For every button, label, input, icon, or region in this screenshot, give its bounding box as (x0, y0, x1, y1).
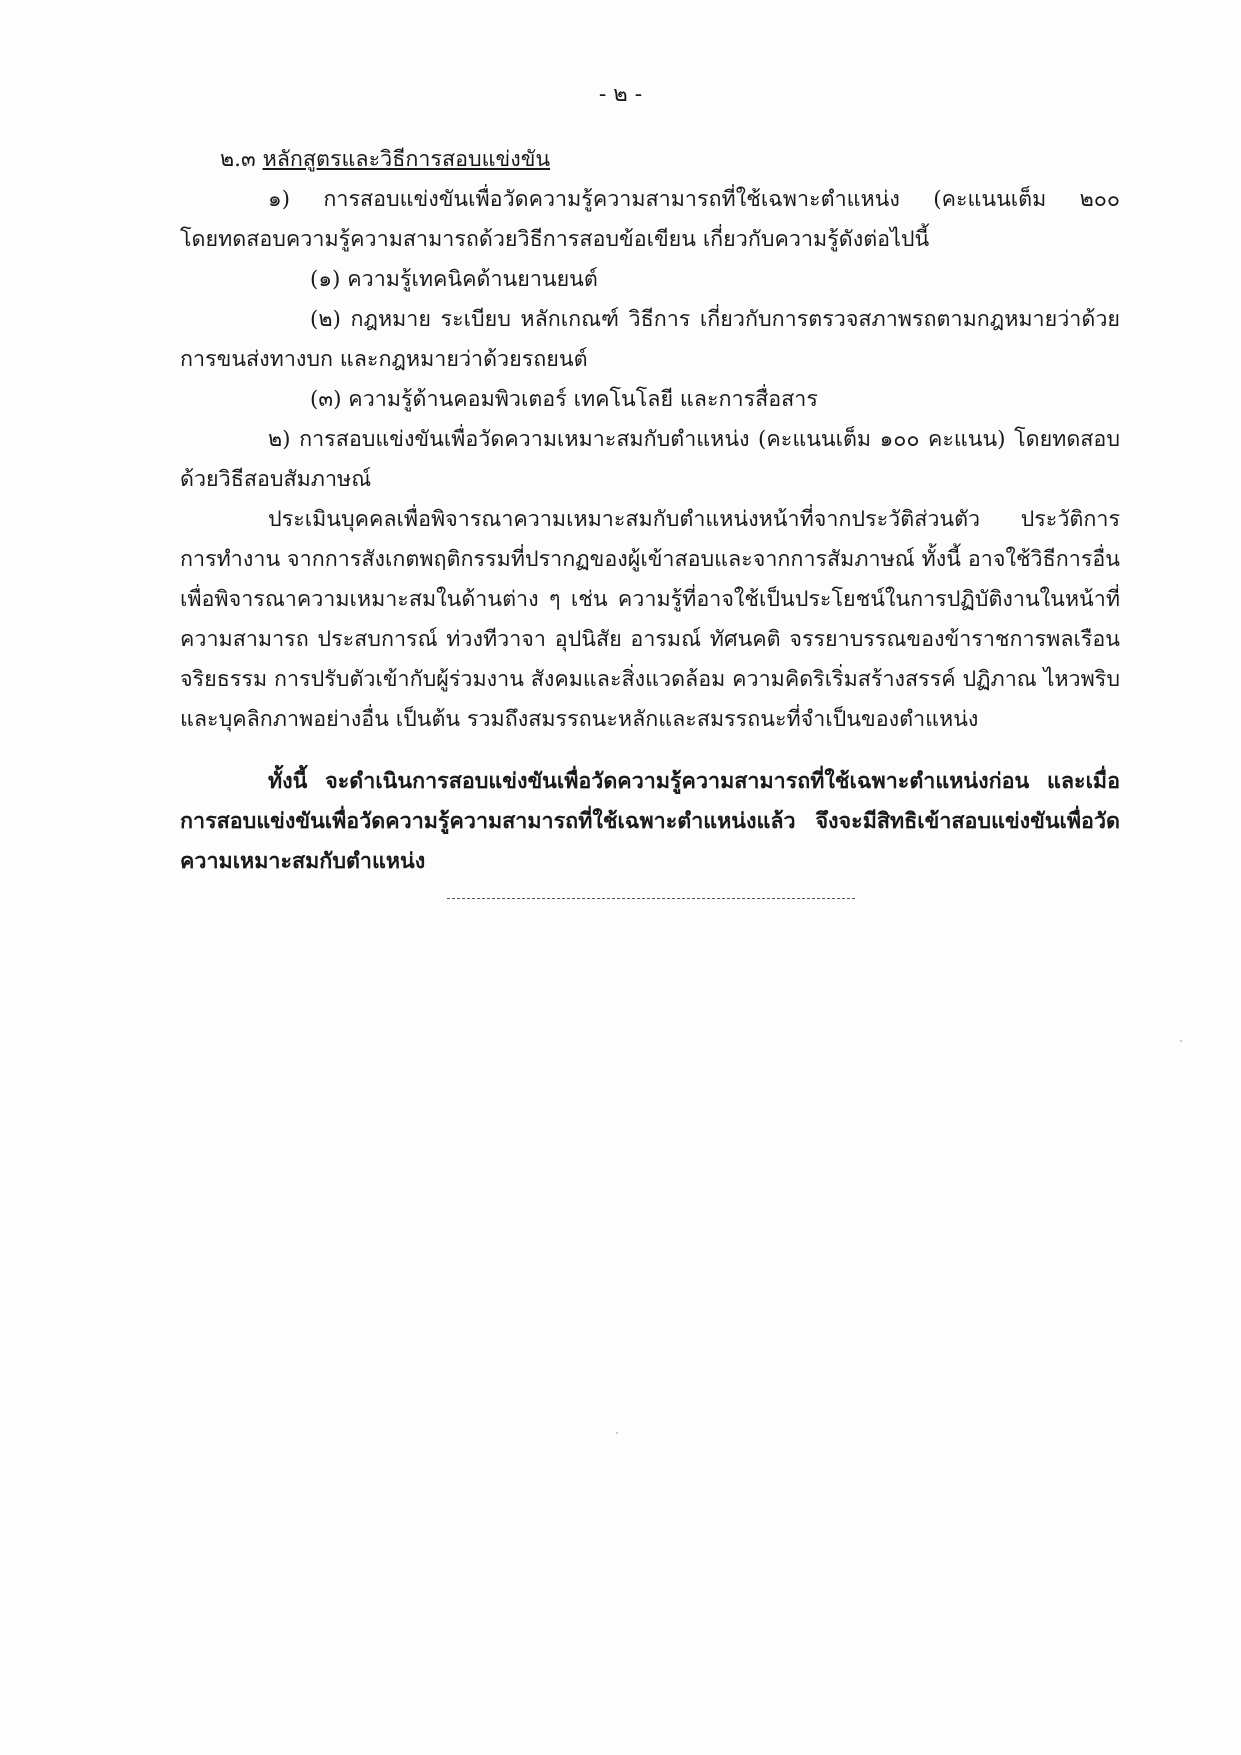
item2-line1: ๒) การสอบแข่งขันเพื่อวัดความเหมาะสมกับตำแหน่ง (คะแนนเต็ม ๑๐๐ คะแนน) โดยทดสอบ (268, 427, 1120, 452)
item1-sub2-line2: การขนส่งทางบก และกฎหมายว่าด้วยรถยนต์ (180, 347, 588, 372)
paragraph-spacer (180, 740, 1120, 762)
scan-speck (616, 1432, 618, 1434)
section-heading (180, 140, 1120, 180)
section-number: ๒.๓ (220, 147, 256, 172)
item1-line1: ๑) การสอบแข่งขันเพื่อวัดความรู้ความสามารถที่ใช้เฉพาะตำแหน่ง (คะแนนเต็ม ๒๐๐ (268, 187, 1120, 212)
assessment-line1: ประเมินบุคคลเพื่อพิจารณาความเหมาะสมกับตำแหน่งหน้าที่จากประวัติส่วนตัว ประวัติการ (268, 507, 1120, 532)
item1-sub1: (๑) ความรู้เทคนิคด้านยานยนต์ (310, 267, 598, 292)
scan-speck (1180, 1040, 1182, 1042)
item1-sub3: (๓) ความรู้ด้านคอมพิวเตอร์ เทคโนโลยี และการสื่อสาร (310, 387, 818, 412)
note-paragraph (180, 762, 1120, 882)
item2-line2: ด้วยวิธีสอบสัมภาษณ์ (180, 467, 372, 492)
assessment-line4: ความสามารถ ประสบการณ์ ท่วงทีวาจา อุปนิสัย อารมณ์ ทัศนคติ จรรยาบรรณของข้าราชการพลเรือน (180, 627, 1120, 652)
item1-sub2-line1: (๒) กฎหมาย ระเบียบ หลักเกณฑ์ วิธีการ เกี่ยวกับการตรวจสภาพรถตามกฎหมายว่าด้วย (310, 307, 1120, 332)
assessment-line2: การทำงาน จากการสังเกตพฤติกรรมที่ปรากฏของผู้เข้าสอบและจากการสัมภาษณ์ ทั้งนี้ อาจใช้วิธีการอื่น (180, 547, 1120, 572)
end-separator (447, 898, 855, 899)
note-line2: การสอบแข่งขันเพื่อวัดความรู้ความสามารถที่ใช้เฉพาะตำแหน่งแล้ว จึงจะมีสิทธิเข้าสอบแข่งขันเพื่อวัด (180, 809, 1120, 834)
note-line3: ความเหมาะสมกับตำแหน่ง (180, 849, 426, 874)
section-title: หลักสูตรและวิธีการสอบแข่งขัน (262, 147, 551, 172)
assessment-line3: เพื่อพิจารณาความเหมาะสมในด้านต่าง ๆ เช่น ความรู้ที่อาจใช้เป็นประโยชน์ในการปฏิบัติงานในหน้าที่ (180, 587, 1120, 612)
note-line1: ทั้งนี้ จะดำเนินการสอบแข่งขันเพื่อวัดความรู้ความสามารถที่ใช้เฉพาะตำแหน่งก่อน และเมื่อ (268, 769, 1120, 794)
document-body (180, 140, 1120, 882)
page-number: - ๒ - (598, 82, 643, 107)
assessment-line6: และบุคลิกภาพอย่างอื่น เป็นต้น รวมถึงสมรรถนะหลักและสมรรถนะที่จำเป็นของตำแหน่ง (180, 707, 979, 732)
item1-line2: โดยทดสอบความรู้ความสามารถด้วยวิธีการสอบข้อเขียน เกี่ยวกับความรู้ดังต่อไปนี้ (180, 227, 930, 252)
assessment-line5: จริยธรรม การปรับตัวเข้ากับผู้ร่วมงาน สังคมและสิ่งแวดล้อม ความคิดริเริ่มสร้างสรรค์ ปฏิภาณ ไหวพริบ (180, 667, 1120, 692)
